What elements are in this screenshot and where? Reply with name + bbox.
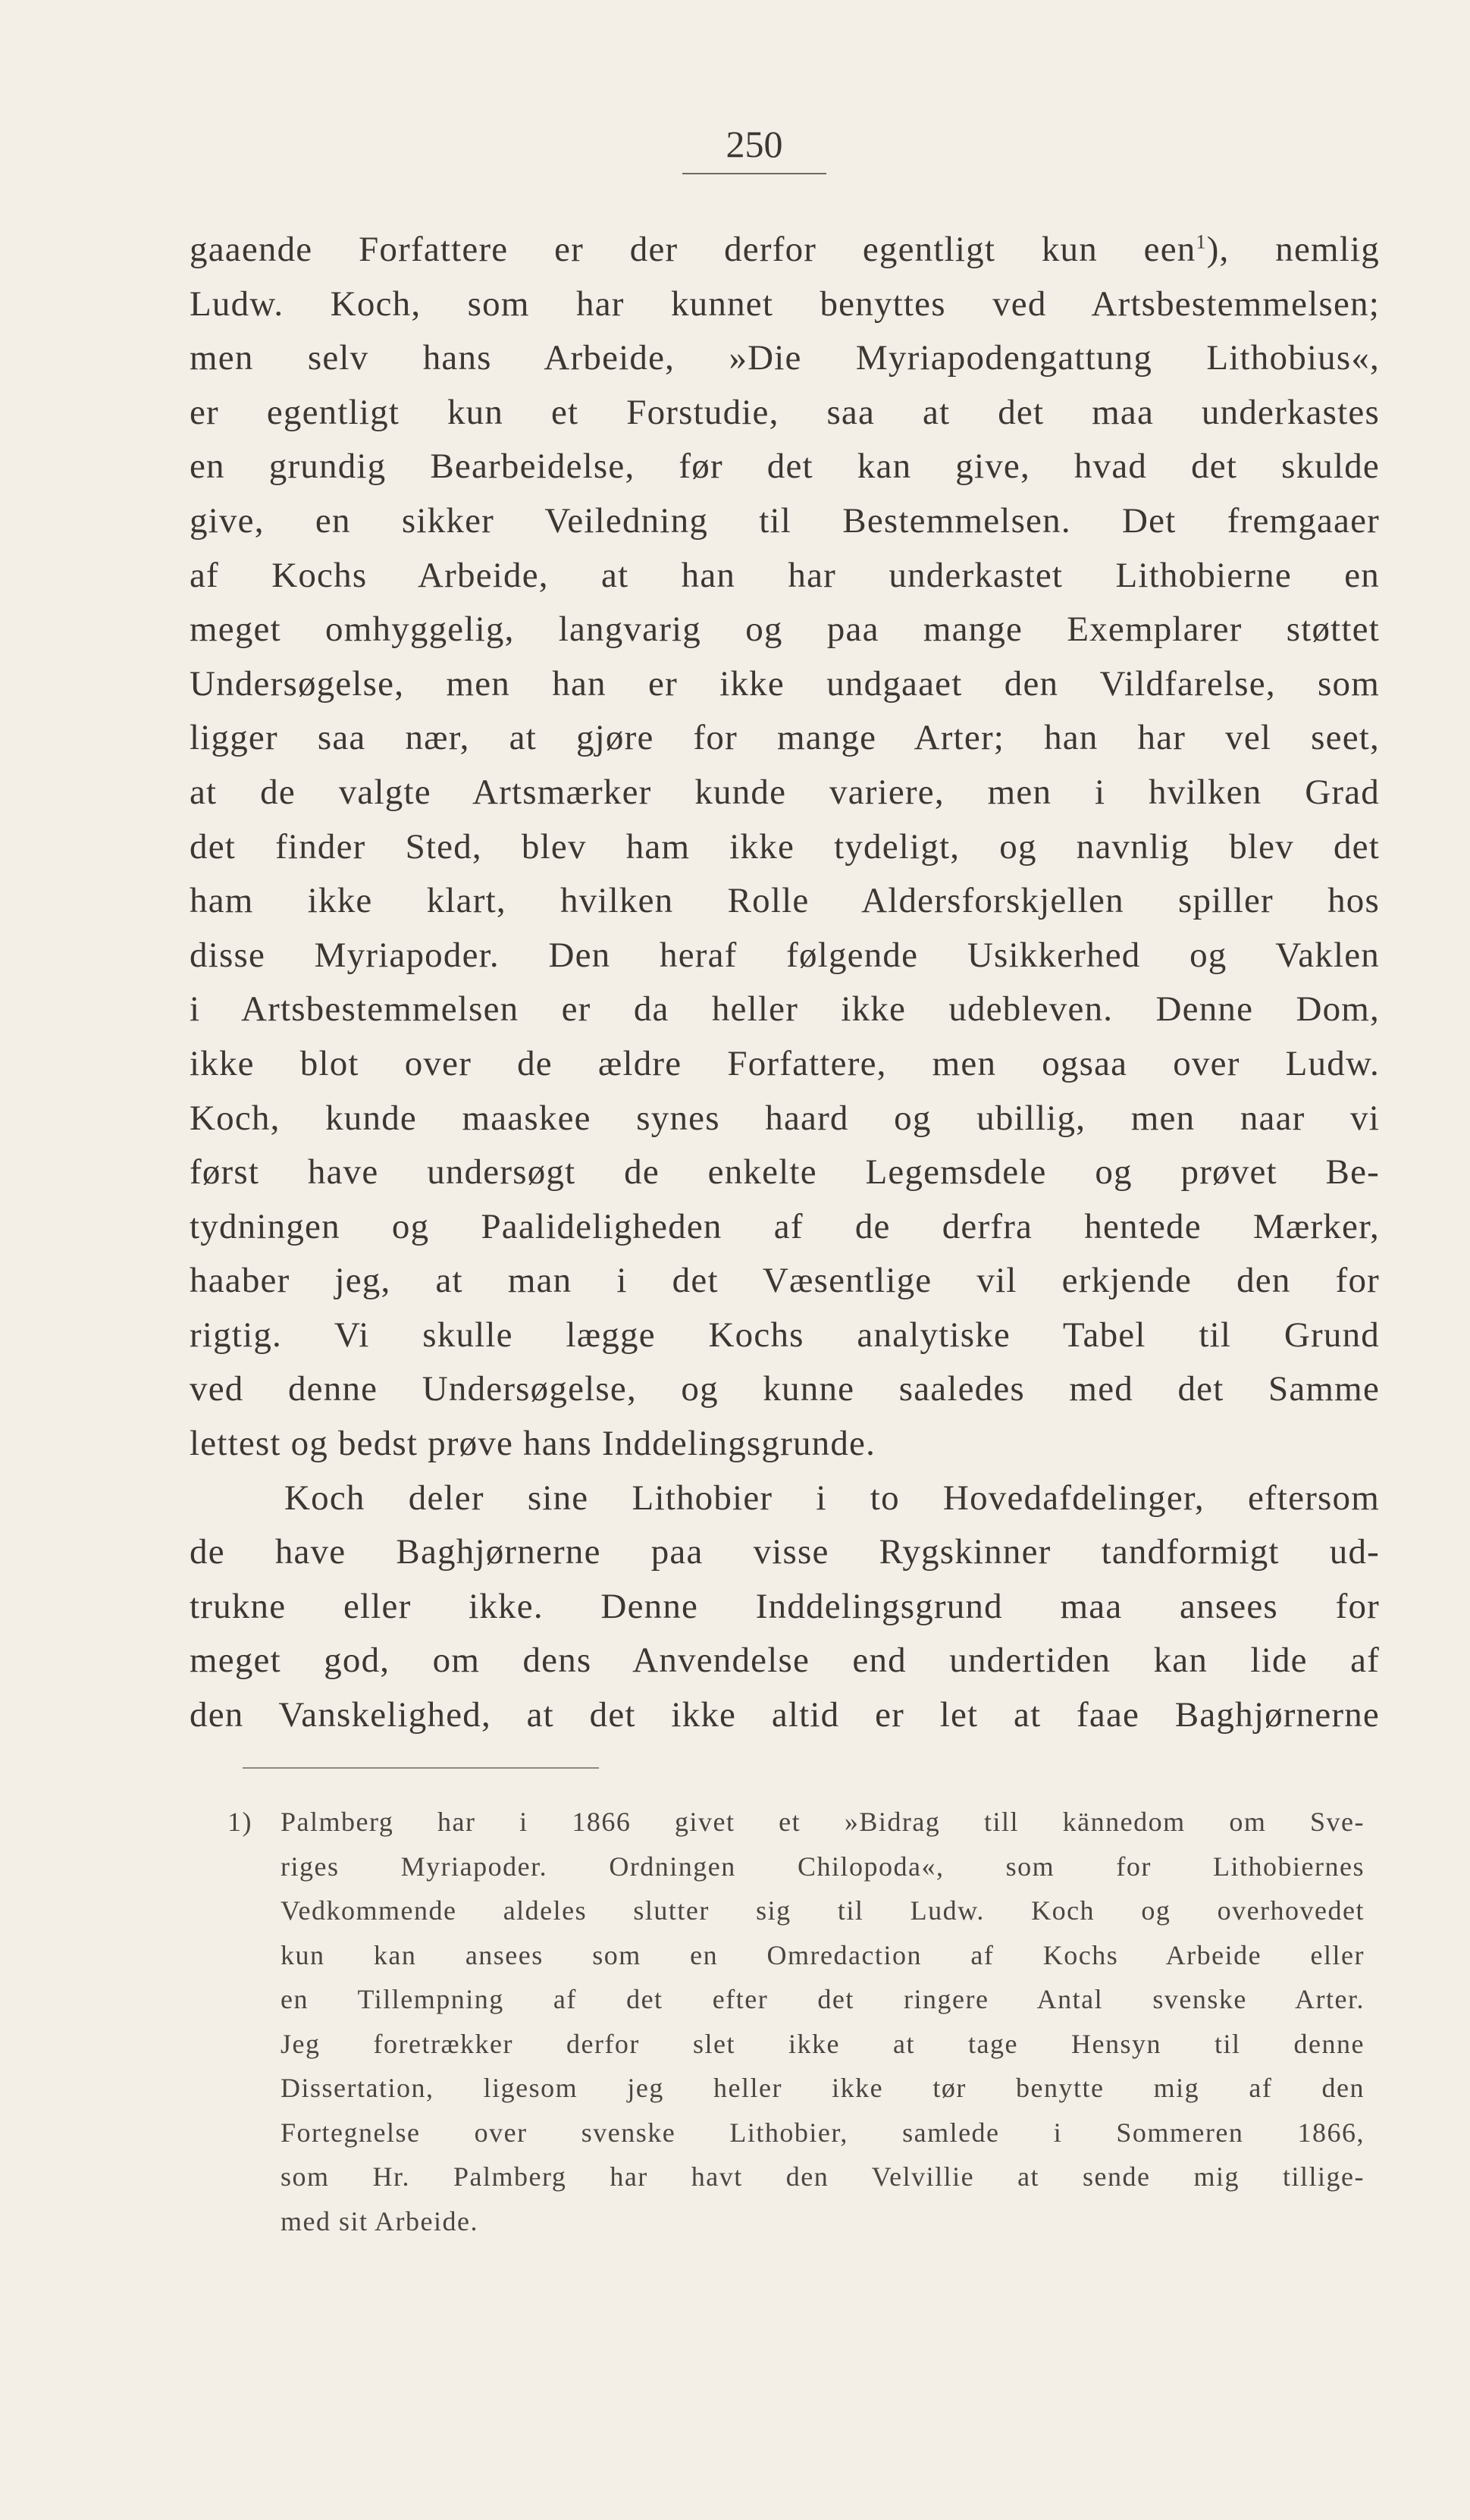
body-line-9: Undersøgelse, men han er ikke undgaaet den Vildfarelse, som xyxy=(190,663,1380,704)
body-line-14: disse Myriapoder. Den heraf følgende Usikkerhed og Vaklen xyxy=(190,935,1380,975)
footnote-line-8: Fortegnelse over svenske Lithobier, samlede i Sommeren 1866, xyxy=(281,2117,1365,2148)
footnote-reference: 1 xyxy=(1196,230,1207,253)
body-line-18: først have undersøgt de enkelte Legemsdele og prøvet Be- xyxy=(190,1152,1380,1193)
body-line-1-tail: ), nemlig xyxy=(1206,230,1380,269)
body-line-26: trukne eller ikke. Denne Inddelingsgrund maa ansees for xyxy=(190,1586,1380,1626)
body-text xyxy=(190,223,1380,1743)
body-line-25: de have Baghjørnerne paa visse Rygskinner tandformigt ud- xyxy=(190,1532,1380,1572)
page-number: 250 xyxy=(726,123,783,165)
body-line-1 xyxy=(190,223,1380,277)
body-line-3: men selv hans Arbeide, »Die Myriapodengattung Lithobius«, xyxy=(190,338,1380,378)
footnote-line-2: riges Myriapoder. Ordningen Chilopoda«, som for Lithobiernes xyxy=(281,1851,1365,1882)
body-line-1-text: gaaende Forfattere er der derfor egentligt kun een xyxy=(190,230,1196,269)
body-line-27: meget god, om dens Anvendelse end undertiden kan lide af xyxy=(190,1641,1380,1681)
footnote-line-5: en Tillempning af det efter det ringere Antal svenske Arter. xyxy=(281,1984,1365,2014)
footnote-marker: 1) xyxy=(227,1807,252,1837)
body-line-16: ikke blot over de ældre Forfattere, men ogsaa over Ludw. xyxy=(190,1043,1380,1083)
footnote-line-4: kun kan ansees som en Omredaction af Kochs Arbeide eller xyxy=(281,1939,1365,1970)
body-line-11: at de valgte Artsmærker kunde variere, men i hvilken Grad xyxy=(190,772,1380,812)
footnote-separator xyxy=(243,1767,599,1769)
body-line-28: den Vanskelighed, at det ikke altid er let at faae Baghjørnerne xyxy=(190,1695,1380,1735)
footnote-line-1 xyxy=(227,1800,1365,1845)
footnote-line-9: som Hr. Palmberg har havt den Velvillie at sende mig tillige- xyxy=(281,2161,1365,2192)
body-line-23: lettest og bedst prøve hans Inddelingsgrunde. xyxy=(190,1424,876,1464)
body-line-2: Ludw. Koch, som har kunnet benyttes ved Artsbestemmelsen; xyxy=(190,284,1380,324)
body-line-21: rigtig. Vi skulle lægge Kochs analytiske Tabel til Grund xyxy=(190,1315,1380,1355)
body-line-20: haaber jeg, at man i det Væsentlige vil erkjende den for xyxy=(190,1261,1380,1301)
footnote-line-6: Jeg foretrækker derfor slet ikke at tage Hensyn til denne xyxy=(281,2028,1365,2059)
footnote-line-7: Dissertation, ligesom jeg heller ikke tør benytte mig af den xyxy=(281,2073,1365,2103)
body-line-13: ham ikke klart, hvilken Rolle Aldersforskjellen spiller hos xyxy=(190,881,1380,921)
body-line-6: give, en sikker Veiledning til Bestemmelsen. Det fremgaaer xyxy=(190,500,1380,541)
body-line-19: tydningen og Paalideligheden af de derfra hentede Mærker, xyxy=(190,1206,1380,1246)
footnote-line-10: med sit Arbeide. xyxy=(281,2205,478,2236)
body-line-12: det finder Sted, blev ham ikke tydeligt, og navnlig blev det xyxy=(190,826,1380,867)
body-line-7: af Kochs Arbeide, at han har underkastet Lithobierne en xyxy=(190,555,1380,595)
page-number-rule xyxy=(682,173,826,174)
body-line-22: ved denne Undersøgelse, og kunne saaledes med det Samme xyxy=(190,1369,1380,1409)
footnote-line-3: Vedkommende aldeles slutter sig til Ludw. Koch og overhovedet xyxy=(281,1895,1365,1926)
body-line-15: i Artsbestemmelsen er da heller ikke udebleven. Denne Dom, xyxy=(190,989,1380,1030)
body-line-5: en grundig Bearbeidelse, før det kan give, hvad det skulde xyxy=(190,447,1380,487)
body-line-17: Koch, kunde maaskee synes haard og ubillig, men naar vi xyxy=(190,1098,1380,1138)
body-line-10: ligger saa nær, at gjøre for mange Arter; han har vel seet, xyxy=(190,718,1380,758)
body-line-24: Koch deler sine Lithobier i to Hovedafdelinger, eftersom xyxy=(284,1478,1380,1518)
footnote-line-1-text: Palmberg har i 1866 givet et »Bidrag till kännedom om Sve- xyxy=(281,1807,1365,1837)
body-line-8: meget omhyggelig, langvarig og paa mange Exemplarer støttet xyxy=(190,610,1380,650)
body-line-4: er egentligt kun et Forstudie, saa at det maa underkastes xyxy=(190,392,1380,432)
footnote xyxy=(227,1800,1365,2243)
